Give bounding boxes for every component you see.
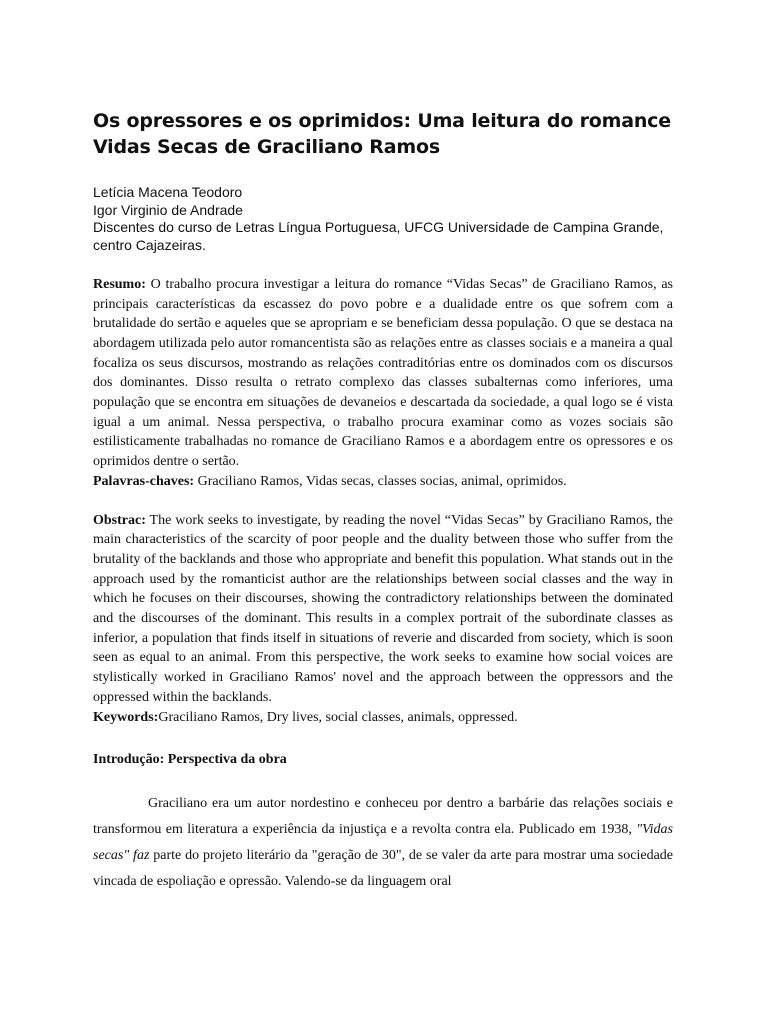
author-affiliation: Discentes do curso de Letras Língua Portuguesa, UFCG Universidade de Campina Grande, centro Cajazeiras. — [93, 219, 664, 254]
resumo-text: O trabalho procura investigar a leitura do romance “Vidas Secas” de Graciliano Ramos, as principais características da escassez do povo pobre e a dualidade entre os que sofrem com a brutalidade do sertão e aqueles que se apropriam e se beneficiam dessa população. O que se destaca na abordagem utilizada pelo autor romancentista são as relações entre as classes sociais e a maneira a qual focaliza os seus discursos, mostrando as relações contraditórias entre os dominados com os discursos dos dominantes. Disso resulta o retrato complexo das classes subalternas como inferiores, uma população que se encontra em situações de devaneios e descartada da sociedade, a qual logo se é vista igual a um animal. Nessa perspectiva, o trabalho procura examinar como as vozes sociais são estilisticamente trabalhadas no romance de Graciliano Ramos e a abordagem entre os opressores e os oprimidos dentre o sertão. — [93, 276, 673, 470]
obstrac-text: The work seeks to investigate, by reading the novel “Vidas Secas” by Graciliano Ramos, the main characteristics of the scarcity of poor people and the duality between those who suffer from the brutality of the backlands and those who appropriate and benefit this population. What stands out in the approach used by the romanticist author are the relationships between social classes and the way in which he focuses on their discourses, showing the contradictory relationships between the dominated and the discourses of the dominant. This results in a complex portrait of the subordinate classes as inferior, a population that finds itself in situations of reverie and discarded from society, which is soon seen as equal to an animal. From this perspective, the work seeks to examine how social voices are stylistically worked in Graciliano Ramos' novel and the approach between the oppressors and the oppressed within the backlands. — [93, 512, 673, 705]
keywords-text: Graciliano Ramos, Dry lives, social classes, animals, oppressed. — [158, 709, 518, 725]
intro-italic-title: "Vidas secas" faz — [93, 822, 673, 864]
intro-paragraph — [93, 791, 673, 895]
author-name: Letícia Macena Teodoro — [93, 184, 243, 200]
palavras-chaves-text: Graciliano Ramos, Vidas secas, classes socias, animal, oprimidos. — [194, 473, 567, 489]
author-name: Igor Virginio de Andrade — [93, 201, 243, 218]
section-heading: Introdução: Perspectiva da obra — [93, 752, 287, 768]
intro-text-part1: Graciliano era um autor nordestino e conheceu por dentro a barbárie das relações sociais e transformou em literatura a experiência da injustiça e a revolta contra ela. Publicado em 1938, — [93, 796, 673, 838]
palavras-chaves-label: Palavras-chaves: — [93, 473, 195, 489]
document-title: Os opressores e os oprimidos: Uma leitura do romance Vidas Secas de Graciliano Ramos — [93, 110, 671, 158]
palavras-chaves-line — [93, 472, 673, 492]
keywords-line — [93, 708, 673, 728]
document-page — [93, 108, 673, 909]
intro-text-part2: parte do projeto literário da "geração de 30", de se valer da arte para mostrar uma sociedade vincada de espoliação e opressão. Valendo-se da linguagem oral — [93, 848, 673, 890]
obstrac-label: Obstrac: — [93, 512, 146, 528]
obstrac-paragraph — [93, 511, 673, 708]
resumo-label: Resumo: — [93, 276, 146, 292]
author-block — [93, 184, 673, 255]
keywords-label: Keywords: — [93, 709, 159, 725]
resumo-paragraph — [93, 275, 673, 472]
